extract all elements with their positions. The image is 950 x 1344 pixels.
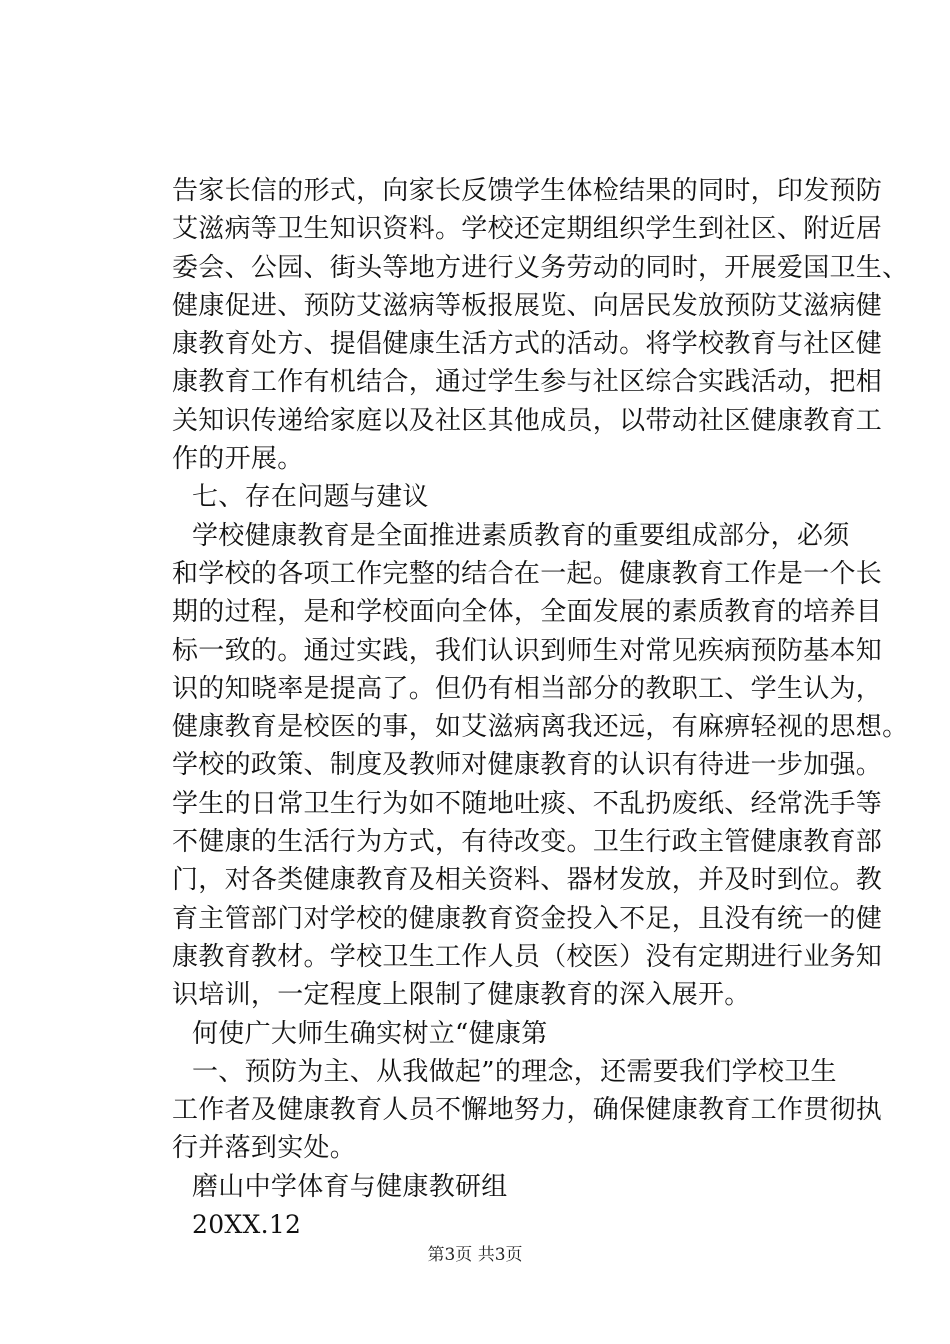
text-line: 标一致的。通过实践，我们认识到师生对常见疾病预防基本知 — [172, 635, 883, 666]
signature-organization: 磨山中学体育与健康教研组 — [192, 1171, 508, 1202]
text-line: 关知识传递给家庭以及社区其他成员，以带动社区健康教育工 — [172, 405, 883, 436]
text-line: 和学校的各项工作完整的结合在一起。健康教育工作是一个长 — [172, 558, 883, 589]
paragraph-start: 一、预防为主、从我做起”的理念，还需要我们学校卫生 — [192, 1056, 837, 1087]
signature-date: 20XX.12 — [192, 1210, 302, 1240]
text-line: 康教育处方、提倡健康生活方式的活动。将学校教育与社区健 — [172, 329, 883, 360]
text-line: 工作者及健康教育人员不懈地努力，确保健康教育工作贯彻执 — [172, 1095, 883, 1126]
page-footer — [0, 1243, 950, 1267]
section-heading: 七、存在问题与建议 — [192, 482, 429, 513]
text-line: 艾滋病等卫生知识资料。学校还定期组织学生到社区、附近居 — [172, 214, 883, 245]
text-line: 康教育工作有机结合，通过学生参与社区综合实践活动，把相 — [172, 367, 883, 398]
text-line: 告家长信的形式，向家长反馈学生体检结果的同时，印发预防 — [172, 176, 883, 206]
page-number: 第3页 共3页 — [427, 1245, 523, 1265]
text-line: 不健康的生活行为方式，有待改变。卫生行政主管健康教育部 — [172, 827, 883, 858]
text-line: 学校的政策、制度及教师对健康教育的认识有待进一步加强。 — [172, 750, 883, 781]
text-line: 学生的日常卫生行为如不随地吐痰、不乱扔废纸、经常洗手等 — [172, 788, 883, 819]
text-line: 委会、公园、街头等地方进行义务劳动的同时，开展爱国卫生、 — [172, 252, 909, 283]
text-line: 行并落到实处。 — [172, 1133, 357, 1164]
text-line: 育主管部门对学校的健康教育资金投入不足，且没有统一的健 — [172, 903, 883, 934]
text-line: 门，对各类健康教育及相关资料、器材发放，并及时到位。教 — [172, 865, 883, 896]
document-body — [172, 172, 909, 1244]
text-line: 健康教育是校医的事，如艾滋病离我还远，有麻痹轻视的思想。 — [172, 712, 909, 743]
text-line: 期的过程，是和学校面向全体，全面发展的素质教育的培养目 — [172, 597, 883, 628]
text-line: 识的知晓率是提高了。但仍有相当部分的教职工、学生认为， — [172, 673, 883, 704]
text-line: 作的开展。 — [172, 444, 304, 475]
text-line: 识培训，一定程度上限制了健康教育的深入展开。 — [172, 980, 751, 1011]
paragraph-start: 学校健康教育是全面推进素质教育的重要组成部分，必须 — [192, 520, 850, 551]
paragraph-start: 何使广大师生确实树立“健康第 — [192, 1018, 548, 1049]
text-line: 康教育教材。学校卫生工作人员（校医）没有定期进行业务知 — [172, 941, 883, 972]
text-line: 健康促进、预防艾滋病等板报展览、向居民发放预防艾滋病健 — [172, 290, 883, 321]
